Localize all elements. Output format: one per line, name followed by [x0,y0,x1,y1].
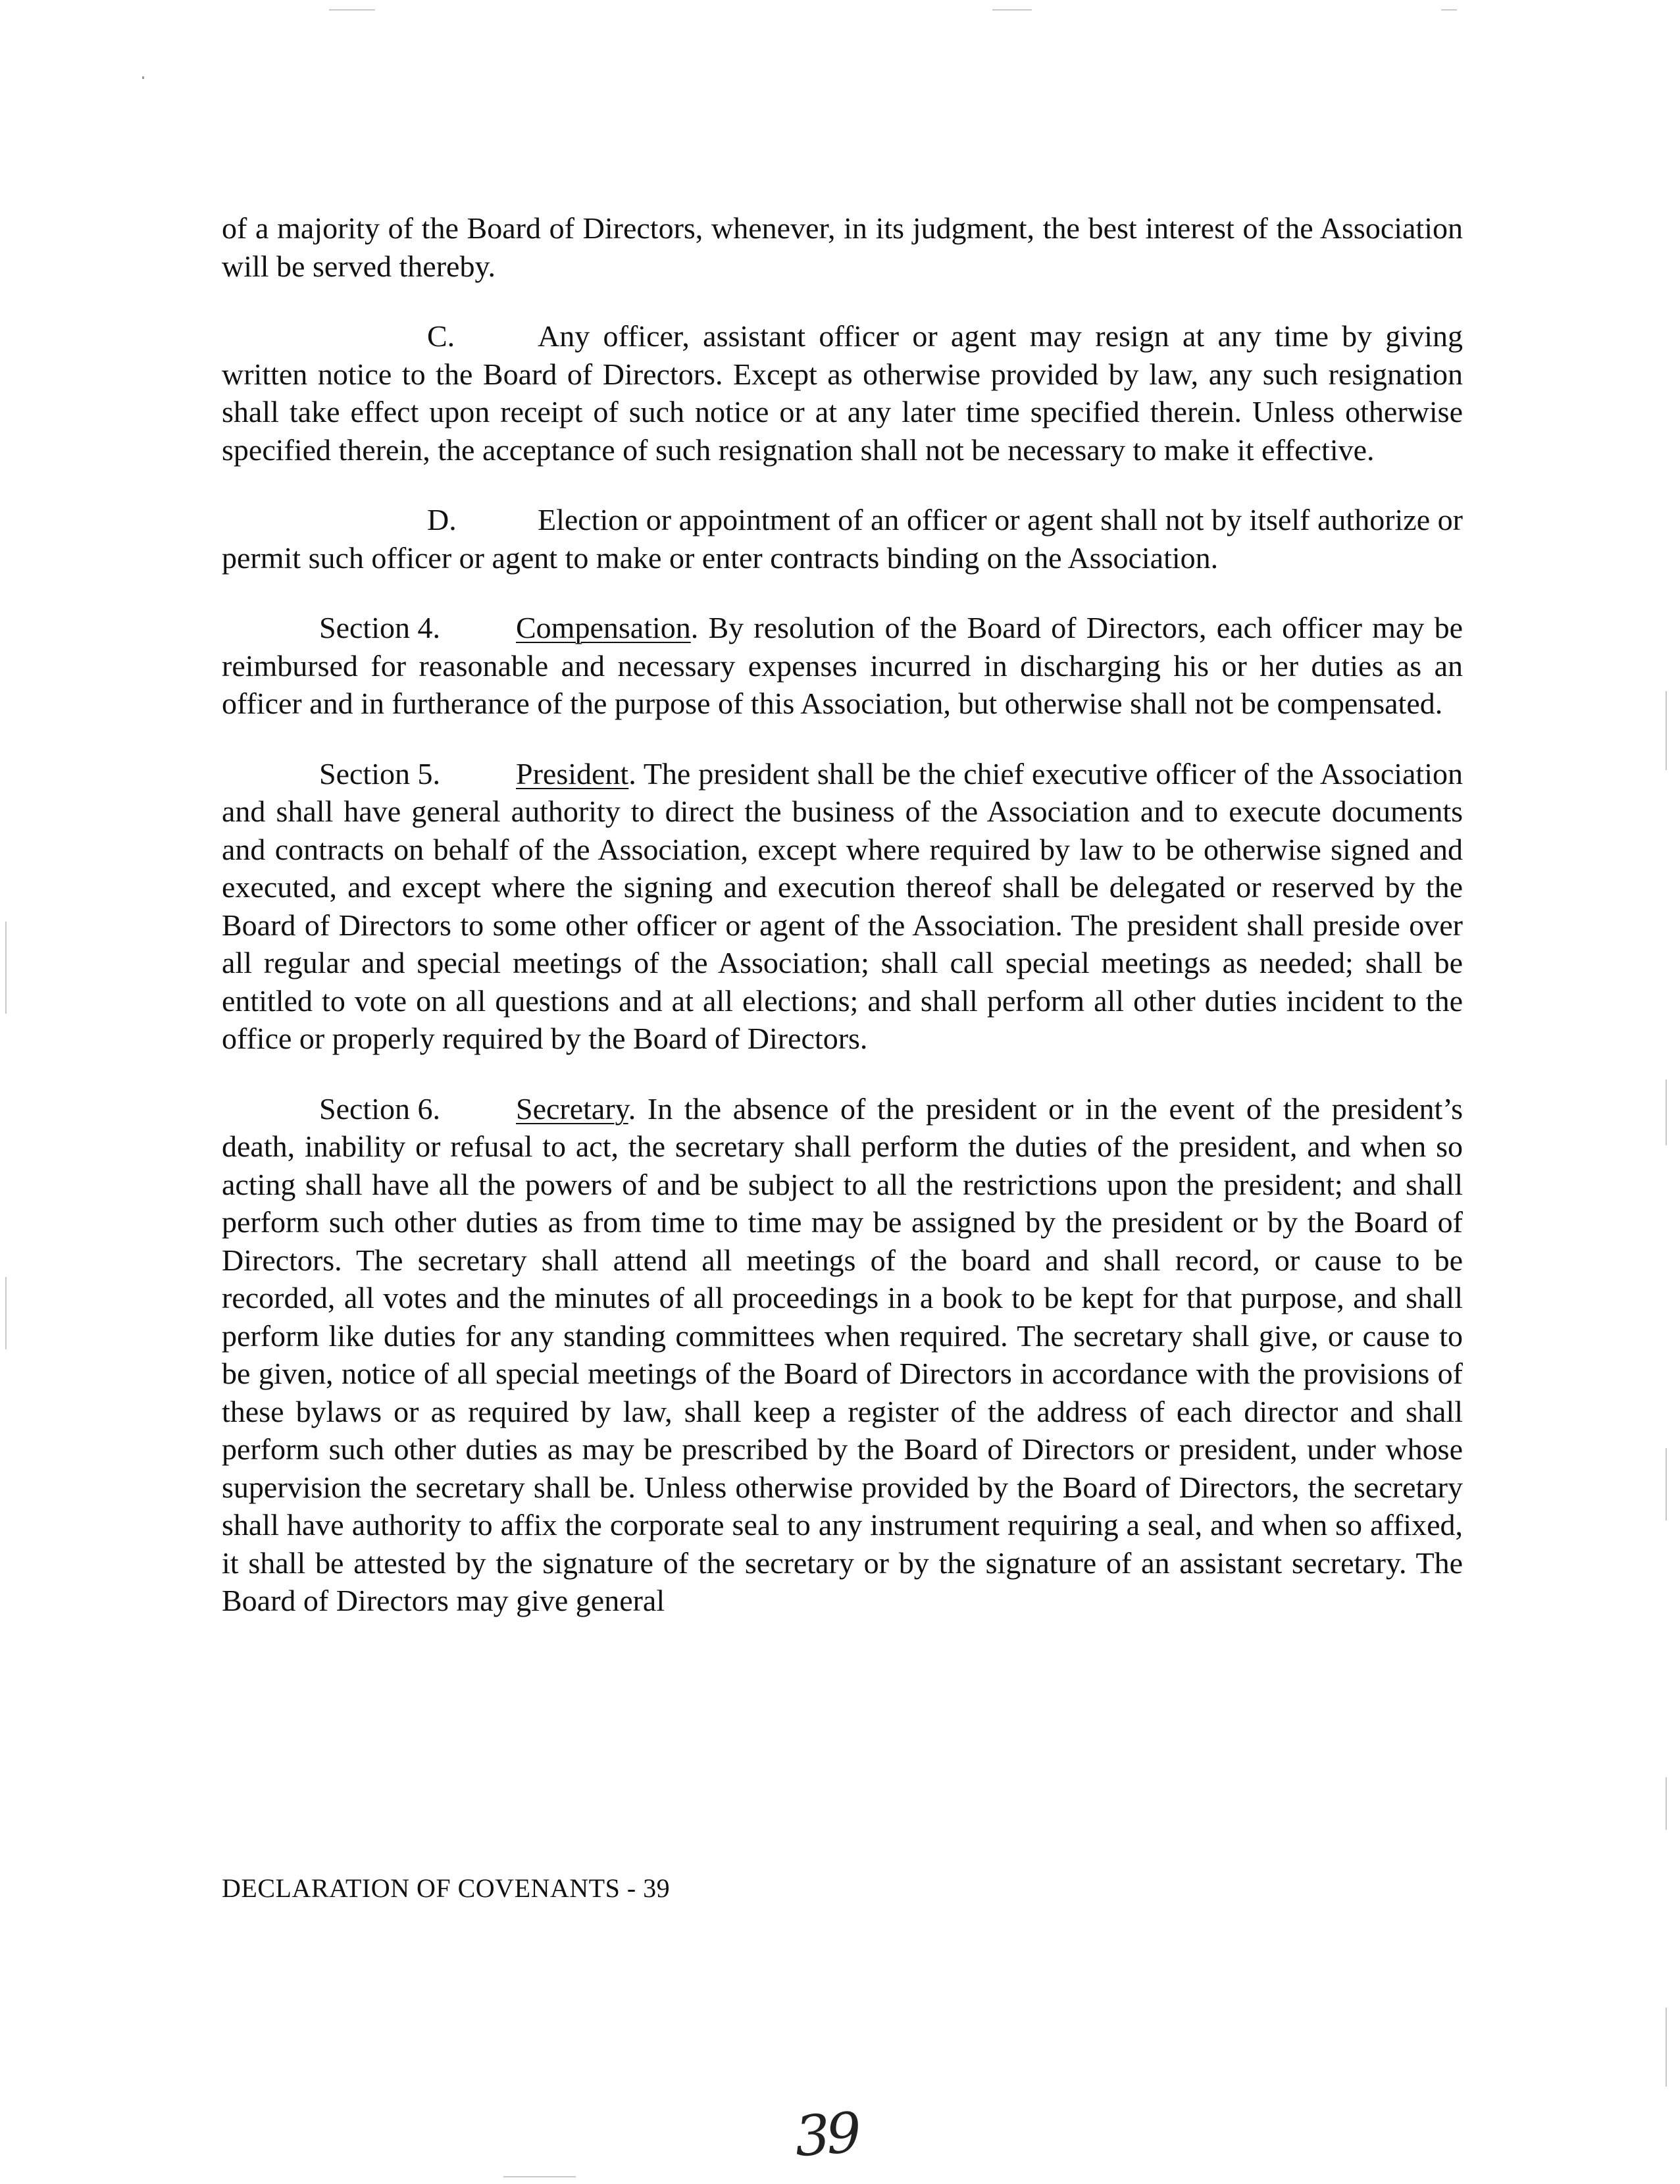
scan-artifact [5,1277,7,1349]
scan-artifact [142,76,144,79]
scan-artifact [1666,1079,1667,1145]
scan-artifact [1666,1777,1667,1830]
handwritten-page-number: 39 [792,2100,860,2170]
scan-artifact [1666,1448,1667,1521]
scan-artifact [329,9,375,11]
section-6-text: . In the absence of the president or in the event of the president’s death, inability or refusal to act, the secretary shall perform the duties of the president, and when so acting shall have all the powers of and be subject to all the restrictions upon the president; and shall perform such other duties as from time to time may be assigned by the president or by the Board of Directors. The secretary shall attend all meetings of the board and shall record, or cause to be recorded, all votes and the minutes of all proceedings in a book to be kept for that purpose, and shall perform like duties for any standing committees when required. The secretary shall give, or cause to be given, notice of all special meetings of the Board of Directors in accordance with the provisions of these bylaws or as required by law, shall keep a register of the address of each director and shall perform such other duties as may be prescribed by the Board of Directors or president, under whose supervision the secretary shall be. Unless otherwise provided by the Board of Directors, the secretary shall have authority to affix the corporate seal to any instrument requiring a seal, and when so affixed, it shall be attested by the signature of the secretary or by the signature of an assistant secretary. The Board of Directors may give general [222,1091,1463,1617]
scan-artifact [992,9,1032,11]
subsection-d-marker: D. [427,503,457,536]
document-body [222,209,1463,1620]
section-4-label: Section 4. [319,611,440,644]
subsection-c-marker: C. [427,319,455,353]
section-6-secretary [222,1090,1463,1620]
section-6-heading: Secretary [516,1091,628,1126]
page-footer: DECLARATION OF COVENANTS - 39 [222,1873,671,1903]
scan-artifact [1666,2008,1667,2087]
section-5-president [222,755,1463,1058]
section-4-text: . By resolution of the Board of Directors, each officer may be reimbursed for reasonable and necessary expenses incurred in discharging his or her duties as an officer and in furtherance of the purpose of this Association, but otherwise shall not be compensated. [222,611,1463,720]
subsection-d-text: Election or appointment of an officer or agent shall not by itself authorize or permit such officer or agent to make or enter contracts binding on the Association. [222,503,1463,575]
section-5-heading: President [516,756,629,791]
subsection-d [222,501,1463,577]
scan-artifact [1441,9,1457,11]
continued-paragraph: of a majority of the Board of Directors, whenever, in its judgment, the best interest of the Association will be served thereby. [222,211,1463,283]
section-5-text: . The president shall be the chief executive officer of the Association and shall have general authority to direct the business of the Association and to execute documents and contracts on behalf of the Association, except where required by law to be otherwise signed and executed, and except where the signing and execution thereof shall be delegated or reserved by the Board of Directors to some other officer or agent of the Association. The president shall preside over all regular and special meetings of the Association; shall call special meetings as needed; shall be entitled to vote on all questions and at all elections; and shall perform all other duties incident to the office or properly required by the Board of Directors. [222,756,1463,1055]
section-6-label: Section 6. [319,1091,440,1126]
scan-artifact [5,922,7,1014]
subsection-c [222,317,1463,469]
section-4-heading: Compensation [516,611,691,644]
subsection-c-text: Any officer, assistant officer or agent may resign at any time by giving written notice to the Board of Directors. Except as otherwise provided by law, any such resignation shall take effect upon receipt of such notice or at any later time specified therein. Unless otherwise specified therein, the acceptance of such resignation shall not be necessary to make it effective. [222,319,1463,467]
section-5-label: Section 5. [319,756,440,791]
scan-artifact [503,2176,576,2177]
section-4-compensation [222,609,1463,723]
scan-artifact [1666,691,1667,770]
